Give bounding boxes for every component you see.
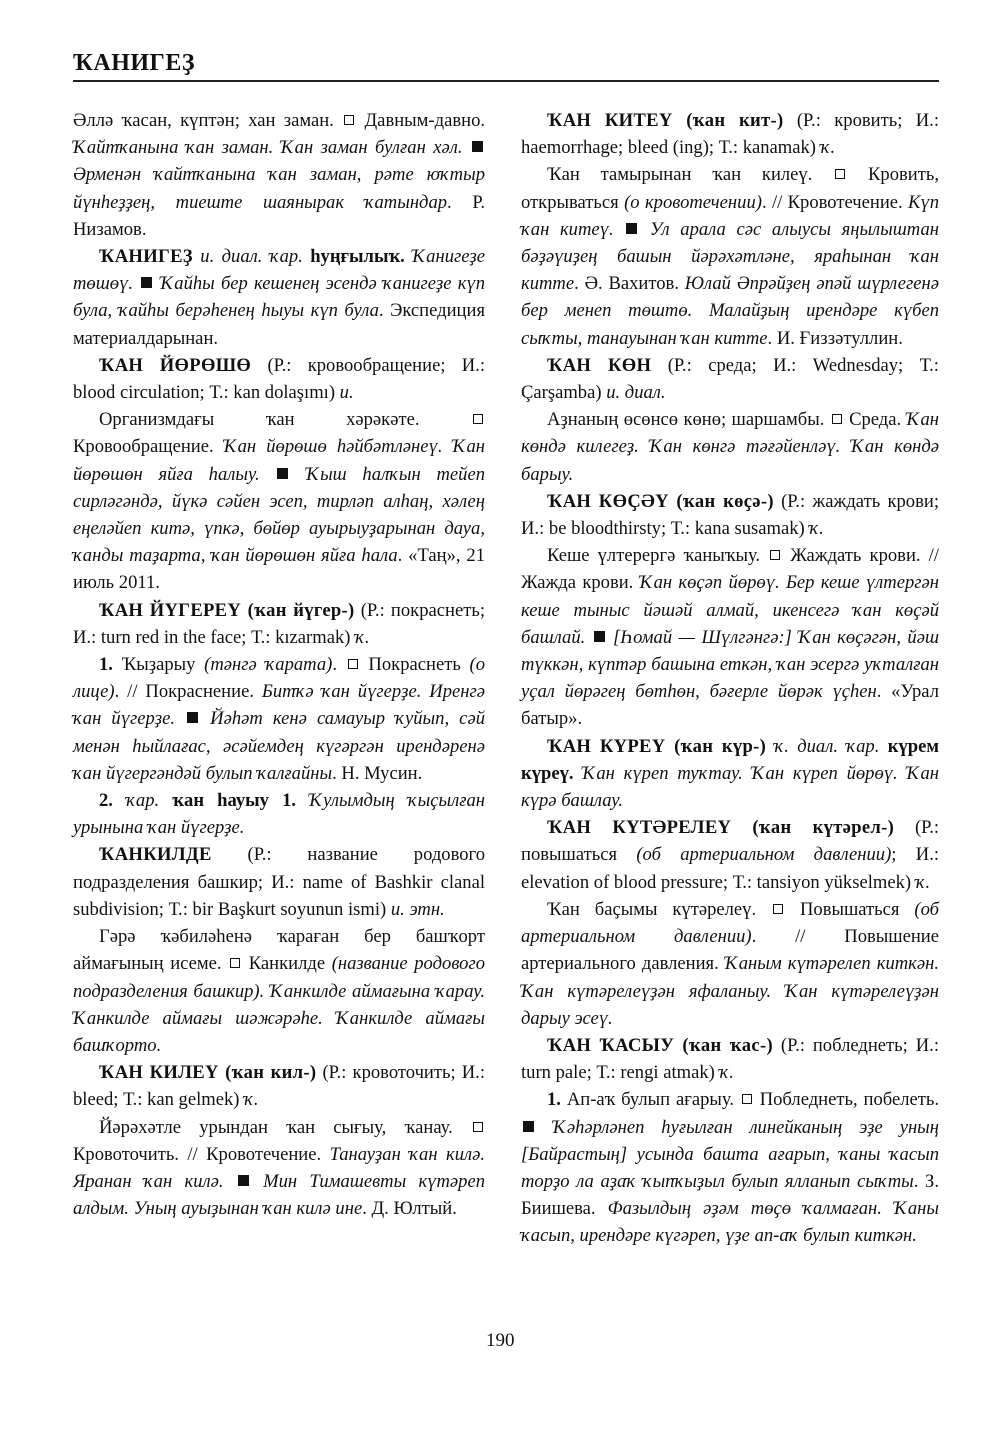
text-run xyxy=(224,1171,236,1192)
left-column xyxy=(73,107,485,1222)
italic-text: Ҡан күреп туҡтау. Ҡан күреп йөрөү. Ҡан күрә башлау. xyxy=(521,762,939,812)
italic-text: (о кровотечении) xyxy=(624,191,762,213)
dictionary-entry-headword-paragraph xyxy=(73,243,485,352)
text-run: Давным-давно. xyxy=(356,110,486,131)
headword: ҠАНИГЕҘ xyxy=(99,246,193,268)
dictionary-entry-headword-paragraph xyxy=(521,1032,939,1086)
italic-text: ҡ. xyxy=(809,518,824,540)
italic-text: ҡ. диал. ҡар. xyxy=(766,735,888,757)
bold-text: 2. xyxy=(99,790,113,812)
text-run: . Н. Мусин. xyxy=(332,762,423,784)
dictionary-definition-paragraph xyxy=(521,1086,939,1249)
text-run: Покраснеть xyxy=(359,654,470,676)
filled-square-marker-icon xyxy=(277,468,288,479)
italic-text: (об артериальном давлении) xyxy=(521,898,939,948)
text-run: . // Кровотечение. xyxy=(761,191,909,213)
text-run: (Р.: среда; И.: Wednesday; Т.: Çarşamba) xyxy=(521,354,939,404)
italic-text: и. xyxy=(339,382,354,404)
italic-text: Йәһәт кенә самауыр ҡуйып, сәй менән һыйлағас, әсәйемдең күгәргән ирендәренә ҡан йүгергәндәй булып ҡалғайны xyxy=(73,708,485,784)
text-run: . xyxy=(332,654,346,676)
text-run xyxy=(133,273,139,294)
bold-text: күрем күреү. xyxy=(521,735,940,784)
text-run: Кеше үлтерергә ҡаныҡыу. xyxy=(547,545,769,567)
italic-text: и. диал. ҡар. xyxy=(192,246,311,268)
text-run: . Д. Юлтый. xyxy=(362,1198,457,1220)
bold-text: 1. xyxy=(547,1089,561,1111)
text-run xyxy=(290,464,306,485)
dictionary-entry-headword-paragraph xyxy=(521,814,939,896)
text-run xyxy=(585,627,591,648)
italic-text: Ҡайтҡанына ҡан заман. Ҡан заман булған хәл. xyxy=(73,137,463,159)
italic-text: Битҡә ҡан йүгерҙе. Иренгә ҡан йүгерҙе. xyxy=(73,681,485,730)
italic-text: ҡ. xyxy=(355,626,370,648)
text-run: Повышаться xyxy=(785,898,915,920)
text-run: Ҡыҙарыу xyxy=(112,654,205,676)
header-rule xyxy=(73,80,939,82)
italic-text: (о лице) xyxy=(73,654,486,703)
text-run: . «Урал батыр». xyxy=(521,681,939,730)
bold-text: 1. xyxy=(99,654,113,676)
text-run: ; И.: elevation of blood pressure; Т.: tansiyon yükselmek) xyxy=(521,844,940,893)
text-run: Побледнеть, побелеть. xyxy=(753,1089,939,1111)
text-run: . И. Ғиззәтуллин. xyxy=(767,327,903,349)
text-run: (Р.: жаждать крови; И.: be bloodthirsty; Т.: kana susamak) xyxy=(521,490,939,540)
text-run: Ап-аҡ булып ағарыу. xyxy=(560,1089,740,1111)
page-number: 190 xyxy=(486,1330,515,1351)
filled-square-marker-icon xyxy=(472,141,483,152)
italic-text: Ҡәһәрләнеп һуғылған линейканың эҙе уның [Байрастың] усында башта ағарып, ҡаны ҡасып торҙо ла аҙаҡ ҡыпҡыҙыл булып ялланып сыҡты xyxy=(521,1116,939,1192)
text-run: Ҡан баҫымы күтәрелеү. xyxy=(547,898,772,920)
text-run: (Р.: побледнеть; И.: turn pale; Т.: rengi atmak) xyxy=(521,1034,939,1084)
italic-text: ҡар. xyxy=(112,790,173,812)
empty-square-marker-icon xyxy=(742,1094,752,1104)
dictionary-definition-paragraph xyxy=(73,923,485,1059)
text-run xyxy=(614,219,625,240)
italic-text: Фазылдың әҙәм төҫө ҡалмаған. Ҡаны ҡасып, ирендәре күгәреп, үҙе ап-аҡ булып киткән. xyxy=(521,1198,939,1247)
text-run: (Р.: повышаться xyxy=(521,817,940,866)
text-run: (Р.: кровить; И.: haemorrhage; bleed (ing); Т.: kanamak) xyxy=(521,110,939,159)
bold-text: ҡан һауыу 1. xyxy=(172,790,297,812)
empty-square-marker-icon xyxy=(832,414,842,424)
dictionary-entry-headword-paragraph xyxy=(73,352,485,406)
text-run: Организмдағы ҡан хәрәкәте. xyxy=(99,409,471,431)
dictionary-entry-headword-paragraph xyxy=(521,733,939,815)
empty-square-marker-icon xyxy=(344,115,354,125)
headword: ҠАН КӨҪӘҮ (ҡан көҫә-) xyxy=(547,490,774,512)
italic-text: Мин Тимашевты күтәреп алдым. Уның ауыҙынан ҡан килә ине xyxy=(73,1170,485,1220)
italic-text: [Һомай — Шүлгәнгә:] Ҡан көҫәгән, йәш түккән, күптәр башына еткән, ҡан эсергә уҡталған уҫал йөрәгең бөтһөн, бәғерле йөрәк үҫһен xyxy=(521,626,939,703)
dictionary-entry-headword-paragraph xyxy=(521,107,939,161)
italic-text: Ҡайһы бер кешенең эсендә ҡанигеҙе күп була, ҡайһы берәһенең һыуы күп була xyxy=(73,273,485,322)
empty-square-marker-icon xyxy=(773,904,783,914)
text-run: . // Повышение артериального давления. xyxy=(521,926,939,975)
text-run xyxy=(639,219,650,240)
filled-square-marker-icon xyxy=(238,1175,249,1186)
text-run: Жаждать крови. // Жажда крови. xyxy=(521,545,939,594)
filled-square-marker-icon xyxy=(141,277,152,288)
empty-square-marker-icon xyxy=(473,1122,483,1132)
text-run: . Ә. Вахитов. xyxy=(574,273,685,295)
text-run: . Экспедиция материалдарынан. xyxy=(73,300,486,349)
italic-text: Күп ҡан китеү. xyxy=(521,191,939,240)
bold-text: һуңғылыҡ. xyxy=(310,246,405,268)
italic-text: Ҡан көҫәп йөрөү. Бер кеше үлтергән кеше тыныс йәшәй алмай, икенсегә ҡан көҫәй башлай. xyxy=(521,572,939,648)
text-run xyxy=(251,1171,263,1192)
text-run: Кровить, открываться xyxy=(521,164,939,213)
text-run: . «Таң», 21 июль 2011. xyxy=(73,545,485,594)
empty-square-marker-icon xyxy=(348,659,358,669)
text-run xyxy=(536,1117,553,1138)
italic-text: Ҡулымдың ҡыҫылған урынына ҡан йүгерҙе. xyxy=(73,790,485,839)
text-run xyxy=(175,708,185,729)
headword: ҠАН КИЛЕҮ (ҡан кил-) xyxy=(99,1062,317,1084)
filled-square-marker-icon xyxy=(187,712,198,723)
italic-text: ҡ. xyxy=(915,871,931,893)
dictionary-definition-paragraph xyxy=(521,542,939,732)
right-column xyxy=(521,107,939,1250)
italic-text: Ҡан йөрөшө һәйбәтләнеү. Ҡан йөрөшөн яйға һалыу. xyxy=(73,436,485,485)
headword: ҠАН ҠАСЫУ (ҡан ҡас-) xyxy=(547,1034,773,1056)
dictionary-definition-paragraph xyxy=(73,651,485,787)
headword: ҠАН КӨН xyxy=(547,354,652,376)
italic-text: Ҡанигеҙе төшөү. xyxy=(73,246,486,295)
text-run: (Р.: покраснеть; И.: turn red in the face; Т.: kızarmak) xyxy=(73,599,485,648)
text-run: (Р.: название родового подразделения башкир; И.: name of Bashkir clanal subdivision; Т.: bir Başkurt soyunun ismi) xyxy=(73,844,485,920)
text-run: . З. Биишева. xyxy=(521,1170,939,1220)
headword: ҠАН КИТЕҮ (ҡан кит-) xyxy=(547,110,784,131)
text-run: Аҙнаның өсөнсө көнө; шаршамбы. xyxy=(547,409,830,431)
italic-text: ҡ. xyxy=(820,137,836,159)
running-head: ҠАНИГЕҘ xyxy=(73,50,195,76)
italic-text: (тәнгә ҡарата) xyxy=(204,654,333,676)
empty-square-marker-icon xyxy=(473,414,483,424)
dictionary-entry-headword-paragraph xyxy=(73,841,485,923)
italic-text: Ҡаным күтәрелеп киткән. Ҡан күтәрелеүҙән яфаланыу. Ҡан күтәрелеүҙән дарыу эсеү. xyxy=(521,953,939,1029)
italic-text: Юлай Әпрәйҙең әпәй шүрлегенә бер менеп төштө. Малайҙың ирендәре күбеп сыҡты, танауынан ҡан китте xyxy=(521,273,939,349)
headword: ҠАН КҮТӘРЕЛЕҮ (ҡан күтәрел-) xyxy=(547,817,895,839)
text-run xyxy=(260,464,276,485)
dictionary-definition-paragraph xyxy=(521,896,939,1032)
italic-text: и. диал. xyxy=(606,382,666,404)
italic-text: Ҡыш һалҡын тейеп сирләгәндә, йүкә сәйен эсеп, тирләп алһаң, хәлең еңеләйеп китә, үпкә, бөйөр ауырыуҙарынан дауа, ҡанды таҙарта, ҡан йөрөшөн яйға һала xyxy=(73,463,485,567)
empty-square-marker-icon xyxy=(835,169,845,179)
italic-text: Ҡан көндә килегеҙ. Ҡан көнгә тәғәйенләү. Ҡан көндә барыу. xyxy=(521,409,939,485)
italic-text: (об артериальном давлении) xyxy=(636,844,892,866)
text-run: Канкилде xyxy=(242,953,332,975)
dictionary-entry-headword-paragraph xyxy=(521,352,939,406)
dictionary-definition-paragraph xyxy=(73,406,485,596)
italic-text: (название родового подразделения башкир). Ҡанкилде аймағына ҡарау. Ҡанкилде аймағы шәжәрәһе. Ҡанкилде аймағы башҡорто. xyxy=(73,953,485,1056)
text-run: Гәрә ҡәбиләһенә ҡараған бер башҡорт аймағының исеме. xyxy=(73,926,485,975)
dictionary-entry-headword-paragraph xyxy=(521,488,939,542)
headword: ҠАН ЙӨРӨШӨ xyxy=(99,354,252,376)
italic-text: Әрменән ҡайтҡанына ҡан заман, рәте юҡтыр йүнһеҙҙең, тиеште шаянырак ҡатындар xyxy=(73,164,485,213)
text-run xyxy=(463,137,470,158)
filled-square-marker-icon xyxy=(523,1121,534,1132)
text-run: Среда. xyxy=(843,409,907,431)
text-run: Кровообращение. xyxy=(73,436,224,458)
dictionary-definition-paragraph xyxy=(73,1114,485,1223)
text-run: Әллә ҡасан, күптән; хан заман. xyxy=(73,110,343,131)
headword: ҠАН КҮРЕҮ (ҡан күр-) xyxy=(547,735,767,757)
text-run xyxy=(296,790,309,811)
italic-text: Ул арала сәс алыусы яңылыштан бәҙәүиҙең башын йәрәхәтләне, ярaһынан ҡан китте xyxy=(521,218,939,295)
text-run: . Р. Низамов. xyxy=(73,191,485,240)
empty-square-marker-icon xyxy=(770,550,780,560)
filled-square-marker-icon xyxy=(626,223,637,234)
text-run: . // Покраснение. xyxy=(114,681,262,703)
italic-text: Танауҙан ҡан килә. Яранан ҡан килә. xyxy=(73,1143,485,1192)
text-run xyxy=(200,708,210,729)
dictionary-definition-paragraph xyxy=(73,107,485,243)
text-run: Кровоточить. // Кровотечение. xyxy=(73,1143,330,1165)
dictionary-definition-paragraph xyxy=(521,161,939,351)
dictionary-entry-headword-paragraph xyxy=(73,597,485,651)
headword: ҠАН ЙҮГЕРЕҮ (ҡан йүгер-) xyxy=(99,599,355,621)
text-run: Ҡан тамырынан ҡан килеү. xyxy=(547,164,834,186)
text-run: Йәрәхәтле урындан ҡан сығыу, ҡанау. xyxy=(99,1116,471,1138)
dictionary-entry-headword-paragraph xyxy=(73,1059,485,1113)
italic-text: ҡ. xyxy=(719,1062,734,1084)
text-run: (Р.: кровообращение; И.: blood circulation; Т.: kan dolaşımı) xyxy=(73,354,485,404)
headword: ҠАНКИЛДЕ xyxy=(99,844,212,866)
text-run: (Р.: кровоточить; И.: bleed; Т.: kan gelmek) xyxy=(73,1062,485,1111)
italic-text: ҡ. xyxy=(244,1089,259,1111)
dictionary-definition-paragraph xyxy=(521,406,939,488)
italic-text: и. этн. xyxy=(390,898,445,920)
filled-square-marker-icon xyxy=(594,631,605,642)
dictionary-definition-paragraph xyxy=(73,787,485,841)
empty-square-marker-icon xyxy=(230,958,240,968)
